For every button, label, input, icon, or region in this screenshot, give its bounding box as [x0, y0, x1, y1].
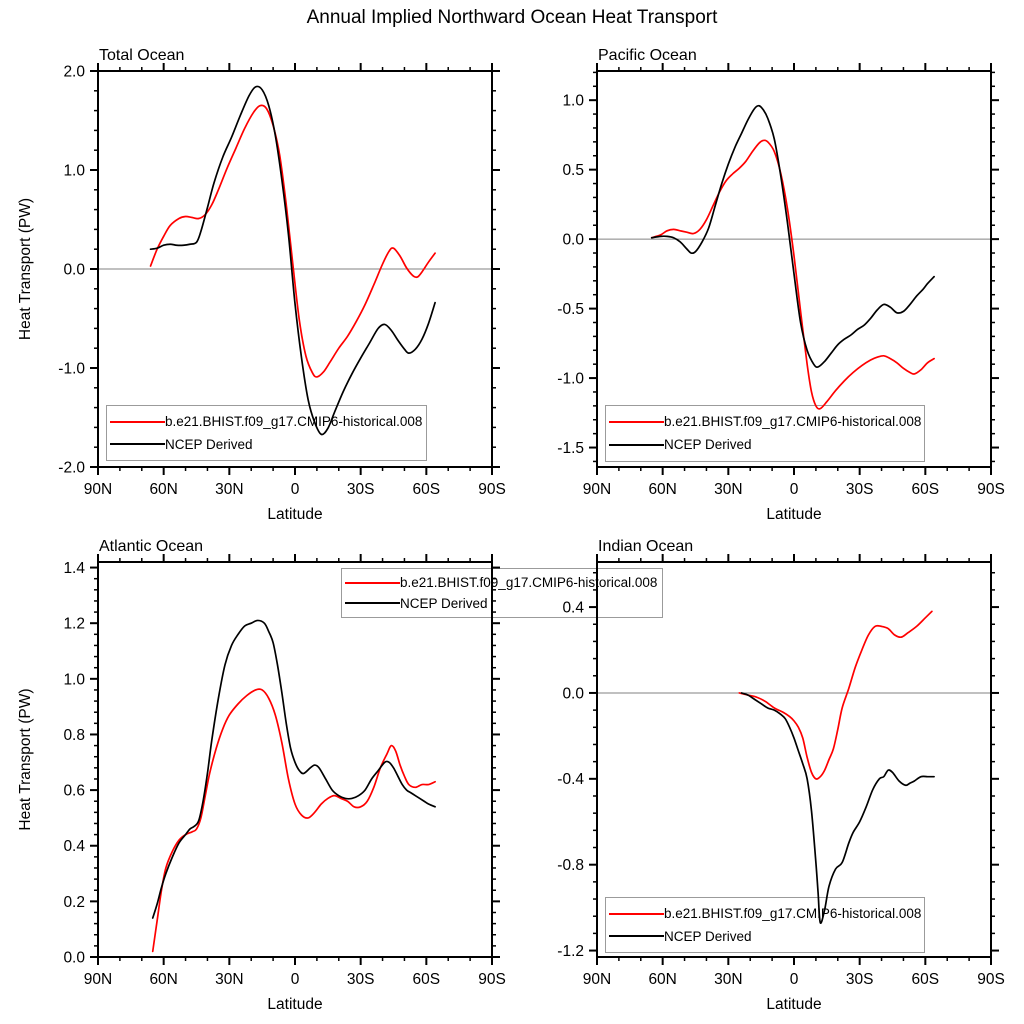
- x-tick-label: 60S: [911, 481, 940, 498]
- y-tick-label: -0.8: [557, 857, 584, 875]
- legend-label: b.e21.BHIST.f09_g17.CMIP6-historical.008: [400, 575, 658, 590]
- x-tick-label: 30N: [215, 971, 244, 988]
- y-tick-label: 0.0: [63, 949, 85, 967]
- legend-line-sample-ncep: [345, 602, 400, 604]
- y-tick-label: -1.0: [557, 370, 584, 388]
- y-tick-label: -1.2: [557, 942, 584, 960]
- y-tick-label: 0.0: [562, 231, 584, 249]
- x-tick-label: 60N: [648, 971, 677, 988]
- x-tick-label: 30S: [346, 971, 375, 988]
- y-tick-label: -0.5: [557, 301, 584, 319]
- legend-label: b.e21.BHIST.f09_g17.CMIP6-historical.008: [664, 414, 922, 430]
- panel-title: Pacific Ocean: [598, 47, 697, 64]
- y-tick-label: 0.4: [562, 599, 584, 617]
- y-tick-label: 0.2: [63, 893, 85, 911]
- x-tick-label: 90N: [83, 481, 113, 498]
- x-tick-label: 0: [789, 971, 799, 988]
- y-tick-label: -0.4: [557, 771, 584, 789]
- y-tick-label: -1.0: [58, 360, 85, 378]
- legend-entry-model: [345, 576, 662, 590]
- legend-label: b.e21.BHIST.f09_g17.CMIP6-historical.008: [664, 906, 922, 921]
- panel-title: Total Ocean: [99, 47, 185, 64]
- y-axis-label: Heat Transport (PW): [17, 688, 34, 831]
- legend-entry-ncep: [609, 930, 924, 944]
- x-axis-label: Latitude: [267, 996, 323, 1013]
- legend-total: [106, 405, 427, 461]
- y-tick-label: -2.0: [58, 459, 85, 477]
- legend-label: NCEP Derived: [664, 928, 752, 944]
- legend-line-sample-model: [345, 582, 400, 584]
- figure-title: Annual Implied Northward Ocean Heat Transport: [306, 7, 718, 28]
- legend-pacific: [605, 405, 925, 462]
- x-tick-label: 0: [290, 481, 300, 498]
- legend-line-sample-ncep: [609, 444, 664, 446]
- x-tick-label: 90S: [977, 971, 1005, 988]
- y-tick-label: -1.5: [557, 439, 584, 457]
- legend-line-sample-model: [609, 913, 664, 915]
- x-tick-label: 0: [290, 971, 300, 988]
- legend-entry-model: [609, 907, 924, 921]
- legend-indian: [605, 897, 925, 953]
- legend-line-sample-ncep: [609, 935, 664, 937]
- x-tick-label: 30N: [714, 971, 743, 988]
- x-axis-label: Latitude: [766, 996, 822, 1013]
- x-tick-label: 60N: [149, 481, 178, 498]
- y-tick-label: 0.4: [63, 838, 85, 856]
- legend-line-sample-ncep: [110, 443, 165, 445]
- x-tick-label: 60S: [412, 481, 441, 498]
- x-tick-label: 60S: [911, 971, 940, 988]
- legend-entry-model: [609, 415, 924, 429]
- y-tick-label: 0.0: [63, 261, 85, 279]
- x-tick-label: 90N: [582, 971, 612, 988]
- x-tick-label: 90S: [977, 481, 1005, 498]
- y-tick-label: 1.2: [63, 615, 85, 633]
- y-tick-label: 0.8: [63, 726, 85, 744]
- x-tick-label: 60S: [412, 971, 441, 988]
- x-tick-label: 90N: [582, 481, 612, 498]
- x-tick-label: 90S: [478, 481, 506, 498]
- y-tick-label: 0.6: [63, 782, 85, 800]
- x-tick-label: 30N: [215, 481, 244, 498]
- x-tick-label: 60N: [149, 971, 178, 988]
- legend-label: b.e21.BHIST.f09_g17.CMIP6-historical.008: [165, 414, 423, 429]
- legend-entry-model: [110, 415, 426, 429]
- legend-entry-ncep: [345, 597, 662, 611]
- legend-entry-ncep: [609, 438, 924, 452]
- y-tick-label: 2.0: [63, 63, 85, 81]
- x-tick-label: 30N: [714, 481, 743, 498]
- x-tick-label: 60N: [648, 481, 677, 498]
- legend-atlantic: [341, 568, 663, 618]
- y-tick-label: 1.0: [63, 671, 85, 689]
- x-tick-label: 90S: [478, 971, 506, 988]
- y-tick-label: 1.0: [562, 92, 584, 110]
- y-tick-label: 1.0: [63, 162, 85, 180]
- x-axis-label: Latitude: [267, 506, 323, 523]
- legend-label: NCEP Derived: [400, 595, 488, 611]
- legend-line-sample-model: [110, 421, 165, 423]
- x-tick-label: 30S: [845, 481, 874, 498]
- y-tick-label: 1.4: [63, 559, 85, 577]
- panel-title: Indian Ocean: [598, 538, 694, 555]
- x-tick-label: 30S: [346, 481, 375, 498]
- y-tick-label: 0.5: [562, 162, 584, 180]
- y-tick-label: 0.0: [562, 685, 584, 703]
- panel-title: Atlantic Ocean: [99, 538, 204, 555]
- legend-entry-ncep: [110, 438, 426, 452]
- legend-line-sample-model: [609, 421, 664, 423]
- y-axis-label: Heat Transport (PW): [17, 197, 34, 341]
- x-tick-label: 90N: [83, 971, 113, 988]
- legend-label: NCEP Derived: [664, 437, 752, 453]
- legend-label: NCEP Derived: [165, 436, 253, 452]
- x-axis-label: Latitude: [766, 506, 822, 523]
- x-tick-label: 30S: [845, 971, 874, 988]
- x-tick-label: 0: [789, 481, 799, 498]
